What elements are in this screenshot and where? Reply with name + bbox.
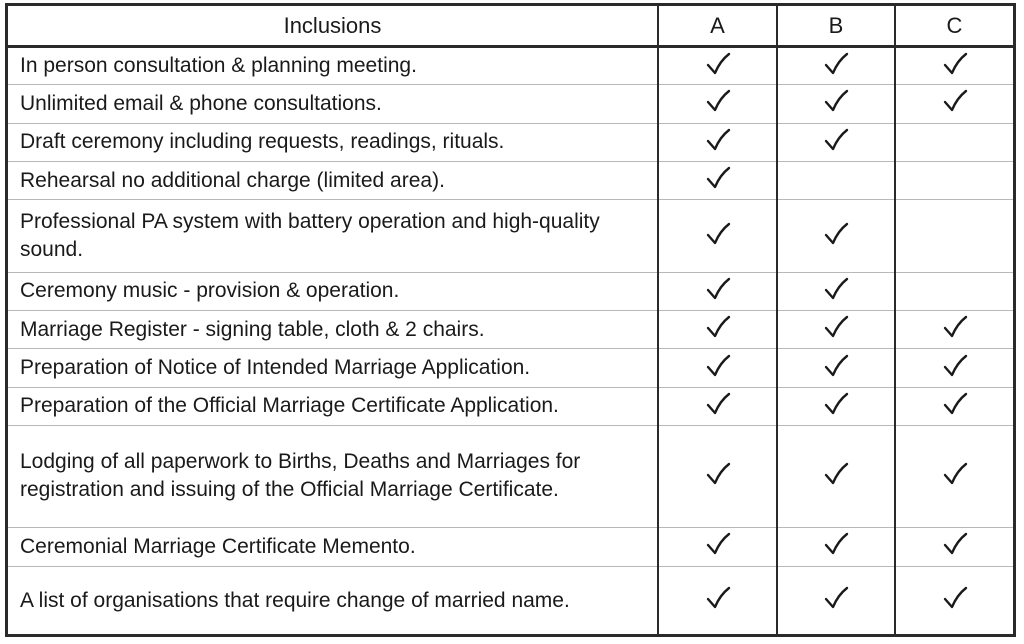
inclusion-text: Lodging of all paperwork to Births, Deaths and Marriages for registration and issuing of the Official Marriage Certificate. — [8, 426, 658, 528]
check-mark-icon — [823, 314, 849, 340]
table-row — [8, 85, 1013, 123]
package-c-cell — [895, 426, 1013, 528]
package-c-cell — [895, 387, 1013, 425]
check-mark-icon — [942, 391, 968, 417]
header-row — [8, 6, 1013, 47]
table-row — [8, 387, 1013, 425]
inclusion-text: Marriage Register - signing table, cloth & 2 chairs. — [8, 311, 658, 349]
package-b-cell — [777, 349, 895, 387]
package-b-cell — [777, 527, 895, 566]
package-b-cell — [777, 426, 895, 528]
inclusions-table — [5, 3, 1016, 637]
package-a-cell — [658, 200, 777, 273]
package-a-cell — [658, 123, 777, 161]
package-c-cell — [895, 272, 1013, 310]
check-mark-icon — [823, 461, 849, 487]
table-row — [8, 123, 1013, 161]
check-mark-icon — [705, 165, 731, 191]
package-a-cell — [658, 567, 777, 634]
check-mark-icon — [705, 221, 731, 247]
package-c-cell — [895, 349, 1013, 387]
package-a-cell — [658, 387, 777, 425]
table-row — [8, 161, 1013, 199]
table-row — [8, 47, 1013, 85]
check-mark-icon — [823, 585, 849, 611]
inclusion-text: Unlimited email & phone consultations. — [8, 85, 658, 123]
inclusion-text: Preparation of Notice of Intended Marriage Application. — [8, 349, 658, 387]
check-mark-icon — [705, 585, 731, 611]
package-a-cell — [658, 47, 777, 85]
table-row — [8, 311, 1013, 349]
check-mark-icon — [705, 353, 731, 379]
table-row — [8, 567, 1013, 634]
package-c-cell — [895, 311, 1013, 349]
check-mark-icon — [705, 276, 731, 302]
check-mark-icon — [823, 276, 849, 302]
check-mark-icon — [823, 531, 849, 557]
check-mark-icon — [705, 461, 731, 487]
check-mark-icon — [705, 127, 731, 153]
package-c-cell — [895, 161, 1013, 199]
package-c-cell — [895, 123, 1013, 161]
check-mark-icon — [942, 531, 968, 557]
check-mark-icon — [942, 353, 968, 379]
package-b-cell — [777, 272, 895, 310]
inclusion-text: In person consultation & planning meeting. — [8, 47, 658, 85]
package-b-cell — [777, 200, 895, 273]
check-mark-icon — [705, 88, 731, 114]
check-mark-icon — [823, 353, 849, 379]
check-mark-icon — [705, 51, 731, 77]
header-package-c: C — [895, 6, 1013, 47]
inclusion-text: Ceremonial Marriage Certificate Memento. — [8, 527, 658, 566]
check-mark-icon — [705, 391, 731, 417]
inclusion-text: A list of organisations that require change of married name. — [8, 567, 658, 634]
inclusion-text: Preparation of the Official Marriage Certificate Application. — [8, 387, 658, 425]
package-b-cell — [777, 85, 895, 123]
package-a-cell — [658, 527, 777, 566]
check-mark-icon — [942, 314, 968, 340]
package-b-cell — [777, 123, 895, 161]
package-c-cell — [895, 567, 1013, 634]
package-b-cell — [777, 387, 895, 425]
check-mark-icon — [942, 461, 968, 487]
package-a-cell — [658, 426, 777, 528]
header-package-a: A — [658, 6, 777, 47]
package-c-cell — [895, 200, 1013, 273]
inclusion-text: Professional PA system with battery operation and high-quality sound. — [8, 200, 658, 273]
package-c-cell — [895, 527, 1013, 566]
package-a-cell — [658, 161, 777, 199]
table-row — [8, 426, 1013, 528]
table-row — [8, 200, 1013, 273]
package-c-cell — [895, 47, 1013, 85]
package-b-cell — [777, 567, 895, 634]
check-mark-icon — [823, 391, 849, 417]
package-a-cell — [658, 311, 777, 349]
package-a-cell — [658, 85, 777, 123]
inclusion-text: Draft ceremony including requests, readings, rituals. — [8, 123, 658, 161]
check-mark-icon — [823, 88, 849, 114]
inclusion-text: Ceremony music - provision & operation. — [8, 272, 658, 310]
check-mark-icon — [942, 585, 968, 611]
package-a-cell — [658, 272, 777, 310]
check-mark-icon — [942, 51, 968, 77]
check-mark-icon — [705, 314, 731, 340]
check-mark-icon — [823, 127, 849, 153]
package-c-cell — [895, 85, 1013, 123]
table-row — [8, 349, 1013, 387]
package-a-cell — [658, 349, 777, 387]
check-mark-icon — [942, 88, 968, 114]
package-b-cell — [777, 161, 895, 199]
check-mark-icon — [705, 531, 731, 557]
package-b-cell — [777, 47, 895, 85]
package-b-cell — [777, 311, 895, 349]
table-row — [8, 272, 1013, 310]
check-mark-icon — [823, 221, 849, 247]
header-inclusions: Inclusions — [8, 6, 658, 47]
inclusion-text: Rehearsal no additional charge (limited area). — [8, 161, 658, 199]
header-package-b: B — [777, 6, 895, 47]
table-row — [8, 527, 1013, 566]
check-mark-icon — [823, 51, 849, 77]
